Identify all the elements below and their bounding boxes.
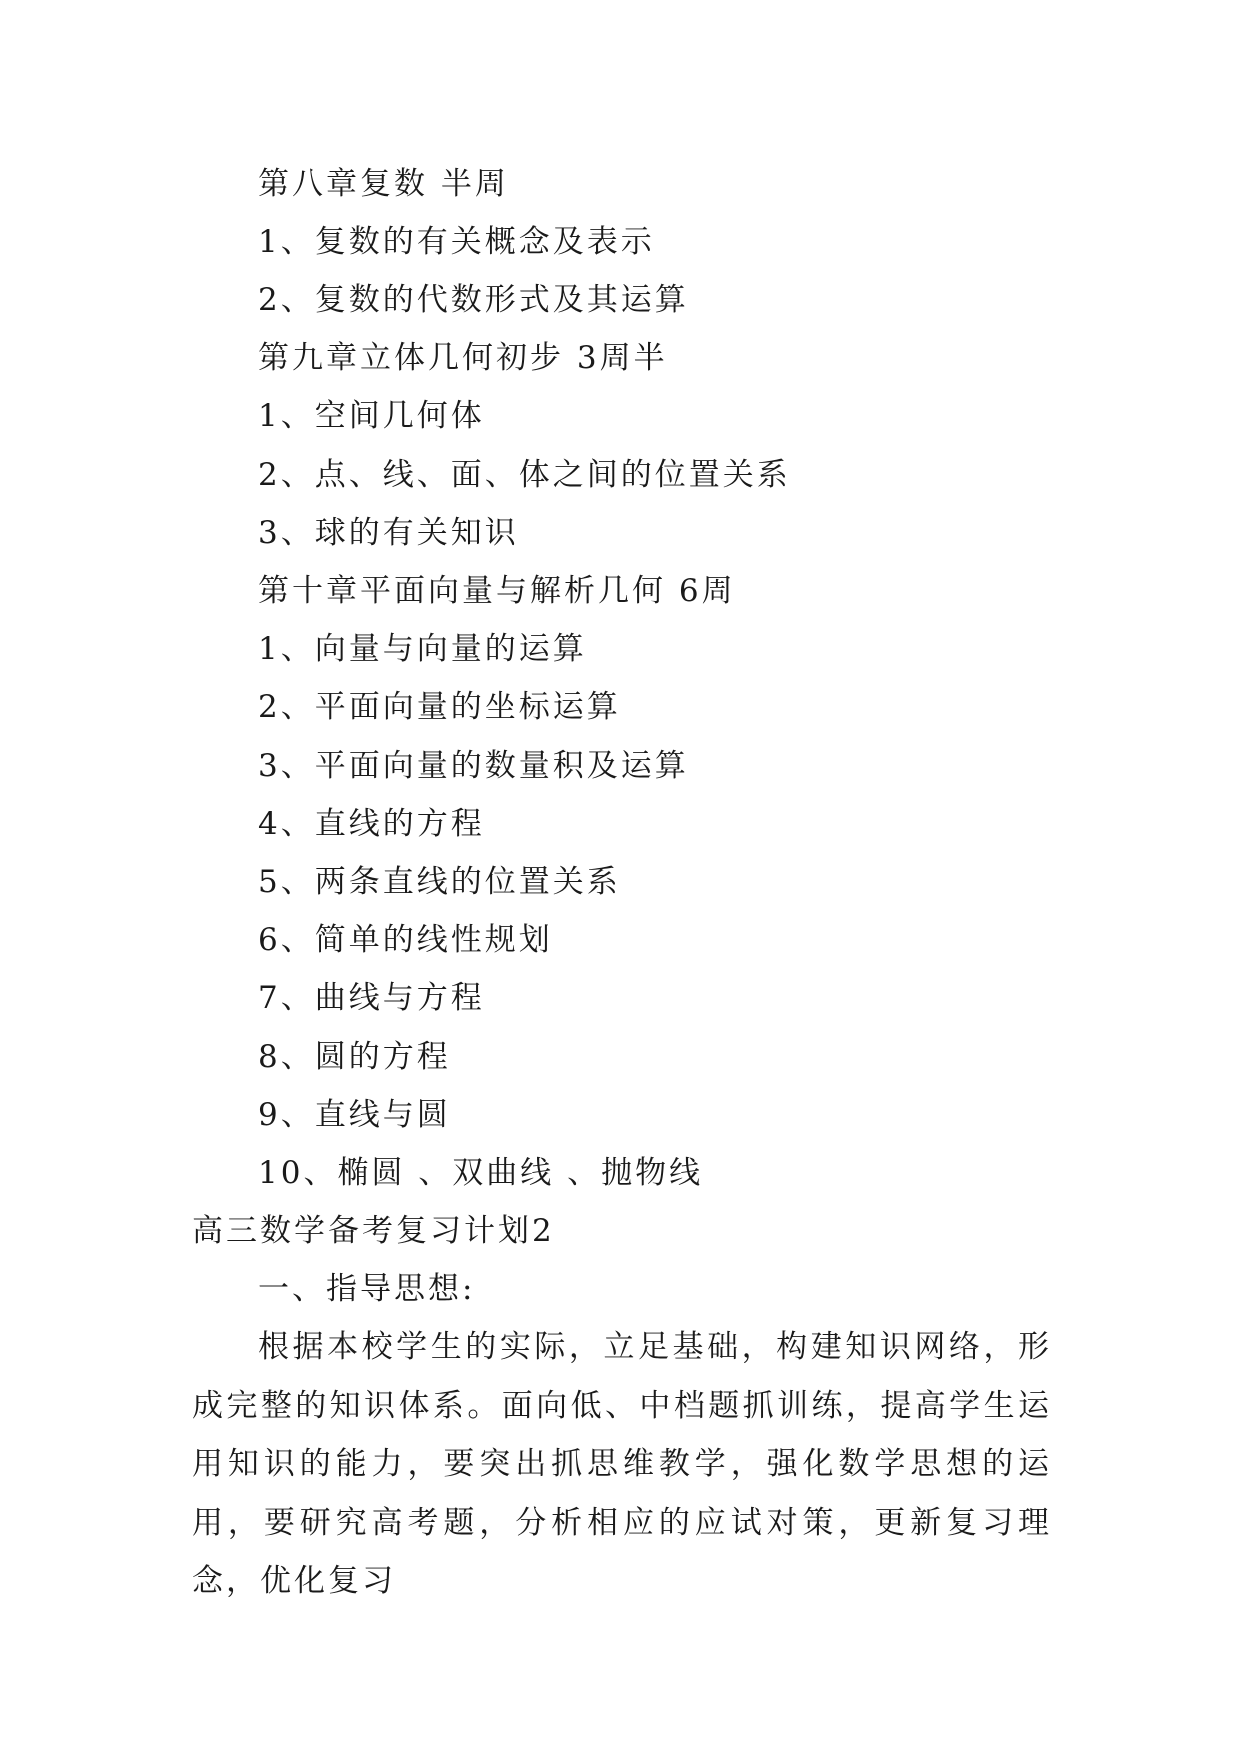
list-item: 8、圆的方程	[258, 1039, 451, 1075]
list-item: 2、复数的代数形式及其运算	[258, 282, 689, 318]
chapter-10-heading: 第十章平面向量与解析几何 6周	[258, 573, 736, 609]
list-item: 6、简单的线性规划	[258, 922, 553, 958]
section-title: 高三数学备考复习计划2	[192, 1213, 555, 1249]
list-item: 3、球的有关知识	[258, 515, 519, 551]
list-item: 1、空间几何体	[258, 398, 485, 434]
list-item: 1、向量与向量的运算	[258, 631, 587, 667]
list-item: 2、点、线、面、体之间的位置关系	[258, 457, 791, 493]
list-item: 2、平面向量的坐标运算	[258, 689, 621, 725]
list-item: 9、直线与圆	[258, 1097, 451, 1133]
subheading: 一、指导思想:	[258, 1271, 476, 1307]
list-item: 4、直线的方程	[258, 806, 485, 842]
list-item: 7、曲线与方程	[258, 980, 485, 1016]
chapter-9-heading: 第九章立体几何初步 3周半	[258, 340, 668, 376]
list-item: 10、椭圆 、双曲线 、抛物线	[258, 1155, 704, 1191]
list-item: 5、两条直线的位置关系	[258, 864, 621, 900]
chapter-8-heading: 第八章复数 半周	[258, 166, 509, 202]
list-item: 3、平面向量的数量积及运算	[258, 748, 689, 784]
body-paragraph: 根据本校学生的实际，立足基础，构建知识网络，形成完整的知识体系。面向低、中档题抓训练，提高学生运用知识的能力，要突出抓思维教学，强化数学思想的运用，要研究高考题，分析相应的应试对策，更新复习理念，优化复习	[192, 1329, 1052, 1599]
list-item: 1、复数的有关概念及表示	[258, 224, 655, 260]
